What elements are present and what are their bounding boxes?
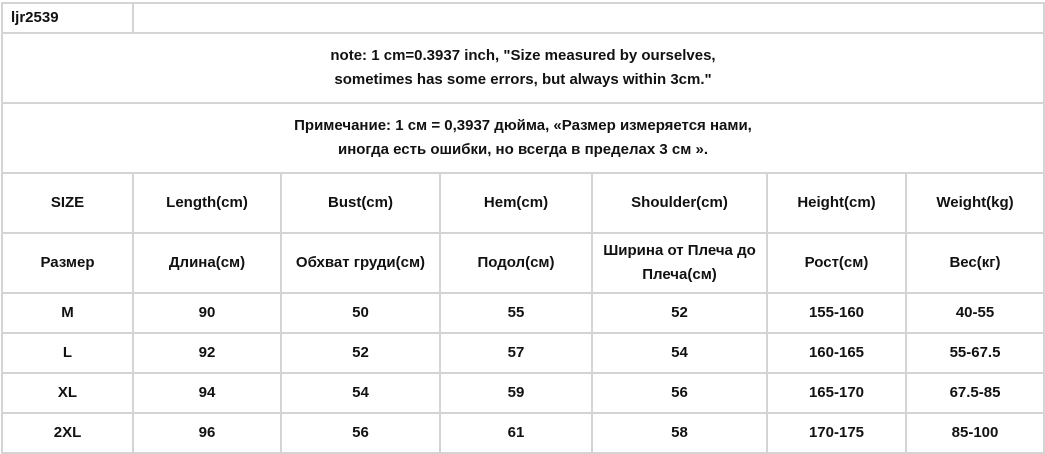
product-code: ljr2539 [3, 4, 134, 32]
length-cell: 94 [134, 374, 282, 412]
header-weight-ru: Вес(кг) [907, 234, 1045, 292]
length-cell: 96 [134, 414, 282, 452]
shoulder-cell: 58 [593, 414, 768, 452]
table-row [3, 414, 1045, 454]
length-cell: 90 [134, 294, 282, 332]
header-size: SIZE [3, 174, 134, 232]
header-height-ru: Рост(см) [768, 234, 907, 292]
weight-cell: 85-100 [907, 414, 1045, 452]
note-english [3, 34, 1045, 102]
size-cell: M [3, 294, 134, 332]
shoulder-cell: 56 [593, 374, 768, 412]
shoulder-cell: 52 [593, 294, 768, 332]
header-hem-ru: Подол(см) [441, 234, 593, 292]
hem-cell: 61 [441, 414, 593, 452]
note-russian-line-1: Примечание: 1 см = 0,3937 дюйма, «Размер измеряется нами, [294, 117, 752, 134]
length-cell: 92 [134, 334, 282, 372]
note-english-line-1: note: 1 cm=0.3937 inch, "Size measured by ourselves, [330, 47, 716, 64]
hem-cell: 55 [441, 294, 593, 332]
header-size-ru: Размер [3, 234, 134, 292]
note-russian-row [3, 104, 1045, 174]
height-cell: 155-160 [768, 294, 907, 332]
hem-cell: 57 [441, 334, 593, 372]
weight-cell: 40-55 [907, 294, 1045, 332]
header-height: Height(cm) [768, 174, 907, 232]
header-row-russian [3, 234, 1045, 294]
empty-cell [134, 4, 1045, 32]
header-shoulder: Shoulder(cm) [593, 174, 768, 232]
height-cell: 170-175 [768, 414, 907, 452]
bust-cell: 54 [282, 374, 441, 412]
header-row-english [3, 174, 1045, 234]
bust-cell: 52 [282, 334, 441, 372]
product-code-row [3, 4, 1045, 34]
note-english-line-2: sometimes has some errors, but always within 3cm." [334, 71, 712, 88]
header-length-ru: Длина(см) [134, 234, 282, 292]
size-chart-table [1, 2, 1045, 454]
table-row [3, 334, 1045, 374]
height-cell: 160-165 [768, 334, 907, 372]
table-row [3, 374, 1045, 414]
size-cell: L [3, 334, 134, 372]
note-english-row [3, 34, 1045, 104]
header-shoulder-ru: Ширина от Плеча до Плеча(см) [593, 234, 768, 292]
bust-cell: 56 [282, 414, 441, 452]
header-weight: Weight(kg) [907, 174, 1045, 232]
shoulder-cell: 54 [593, 334, 768, 372]
header-hem: Hem(cm) [441, 174, 593, 232]
header-bust-ru: Обхват груди(см) [282, 234, 441, 292]
bust-cell: 50 [282, 294, 441, 332]
table-row [3, 294, 1045, 334]
size-cell: XL [3, 374, 134, 412]
note-russian [3, 104, 1045, 172]
note-russian-line-2: иногда есть ошибки, но всегда в пределах 3 см ». [337, 141, 709, 158]
height-cell: 165-170 [768, 374, 907, 412]
weight-cell: 55-67.5 [907, 334, 1045, 372]
size-cell: 2XL [3, 414, 134, 452]
header-bust: Bust(cm) [282, 174, 441, 232]
weight-cell: 67.5-85 [907, 374, 1045, 412]
header-length: Length(cm) [134, 174, 282, 232]
hem-cell: 59 [441, 374, 593, 412]
